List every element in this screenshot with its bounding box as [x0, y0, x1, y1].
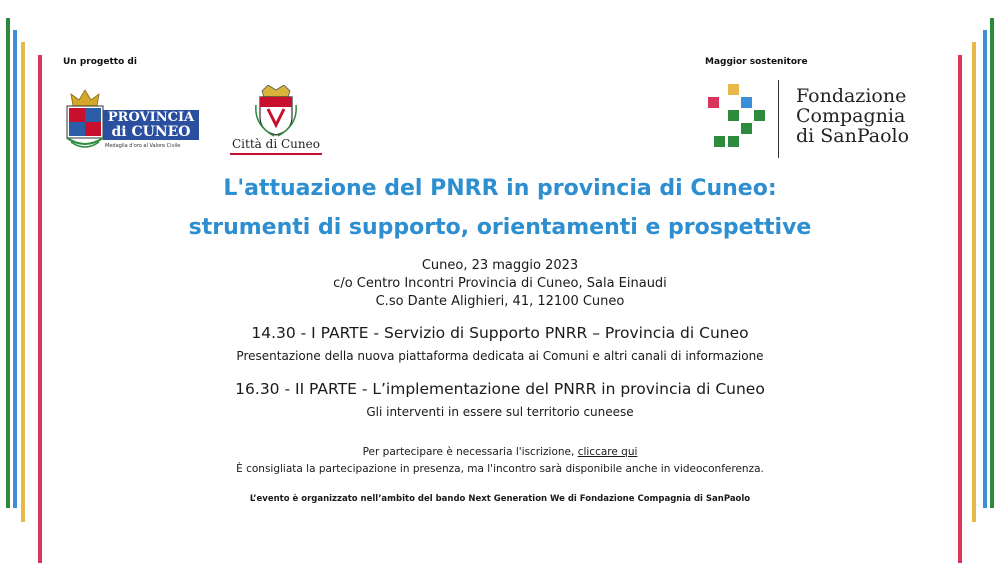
- provincia-crest-icon: [65, 88, 105, 153]
- citta-underline: [230, 153, 322, 155]
- citta-name: Città di Cuneo: [232, 137, 320, 151]
- event-date: Cuneo, 23 maggio 2023: [421, 258, 579, 273]
- program-part1-desc: Presentazione della nuova piattaforma dedicata ai Comuni e altri canali di informazione: [236, 349, 764, 363]
- fondazione-logo: [708, 80, 918, 160]
- main-supporter-label: Maggior sostenitore: [705, 57, 808, 67]
- program-part2-title: 16.30 - II PARTE - L’implementazione del PNRR in provincia di Cuneo: [235, 380, 765, 398]
- fondazione-line2: Compagnia: [796, 105, 906, 127]
- event-address: C.so Dante Alighieri, 41, 12100 Cuneo: [375, 294, 625, 309]
- fondazione-line3: di SanPaolo: [796, 125, 910, 147]
- left-bar-red: [38, 55, 42, 563]
- project-by-label: Un progetto di: [63, 57, 137, 67]
- right-bar-red: [958, 55, 962, 563]
- provincia-name-line1: PROVINCIA: [107, 110, 195, 125]
- registration-note: È consigliata la partecipazione in presenza, ma l'incontro sarà disponibile anche in videoconferenza.: [236, 463, 764, 475]
- provincia-name-line2: di CUNEO: [111, 124, 191, 140]
- provincia-motto: Medaglia d'oro al Valore Civile: [105, 143, 181, 149]
- event-title-line2: strumenti di supporto, orientamenti e prospettive: [188, 215, 812, 240]
- fondazione-mosaic-icon: [708, 84, 768, 148]
- event-title-line1: L'attuazione del PNRR in provincia di Cuneo:: [223, 176, 777, 201]
- fondazione-name: [796, 86, 909, 146]
- citta-crest-icon: [254, 85, 298, 137]
- event-venue: c/o Centro Incontri Provincia di Cuneo, Sala Einaudi: [333, 276, 667, 291]
- citta-cuneo-logo: [226, 85, 322, 157]
- program-part2-desc: Gli interventi in essere sul territorio cuneese: [366, 405, 634, 419]
- registration-line: [0, 446, 1000, 458]
- provincia-cuneo-logo: [65, 88, 200, 158]
- register-link[interactable]: cliccare qui: [577, 446, 638, 458]
- fondazione-divider: [778, 80, 779, 158]
- registration-text: Per partecipare è necessaria l'iscrizione,: [362, 446, 578, 458]
- program-part1-title: 14.30 - I PARTE - Servizio di Supporto PNRR – Provincia di Cuneo: [251, 324, 749, 342]
- fondazione-line1: Fondazione: [796, 85, 907, 107]
- footer-note: L’evento è organizzato nell’ambito del bando Next Generation We di Fondazione Compagnia di SanPaolo: [249, 494, 751, 504]
- provincia-name-box: [103, 110, 199, 140]
